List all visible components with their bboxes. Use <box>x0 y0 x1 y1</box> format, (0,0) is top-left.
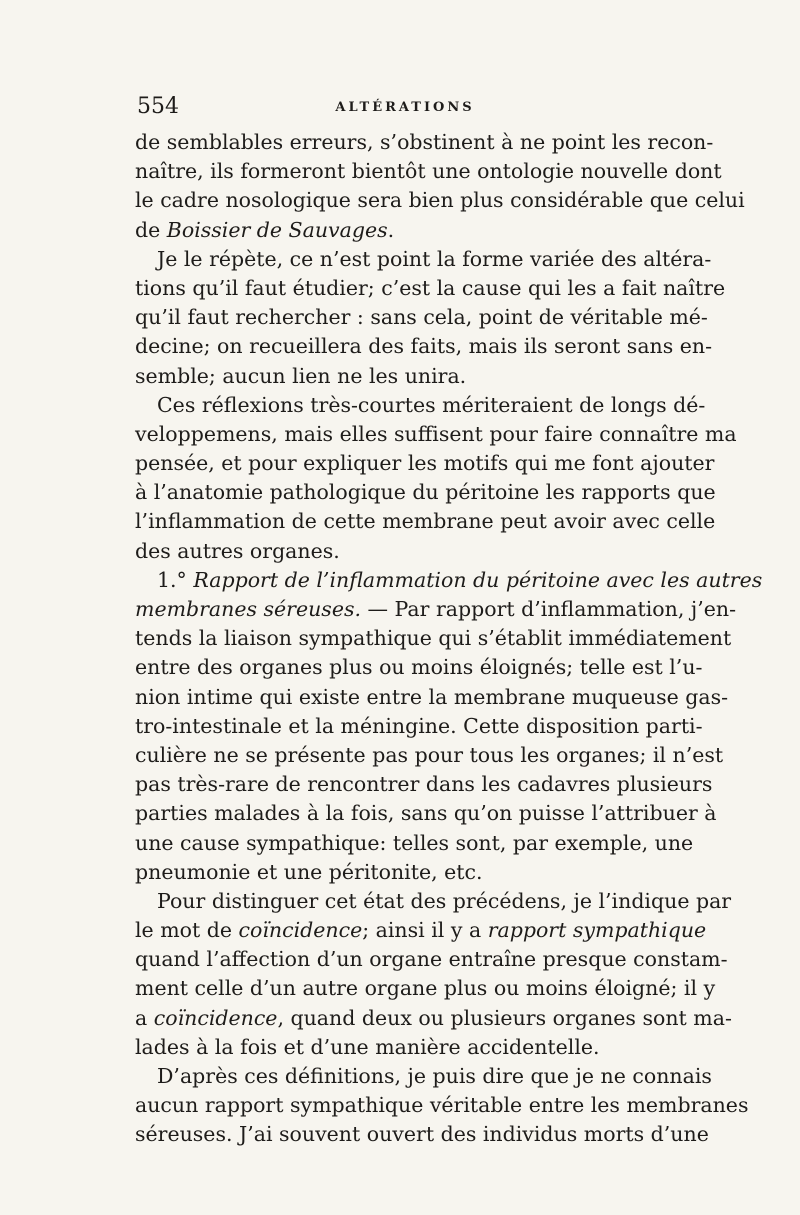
text-line: tions qu’il faut étudier; c’est la cause qui les a fait naître <box>135 275 726 300</box>
text-line: veloppemens, mais elles suffisent pour faire connaître ma <box>135 421 737 446</box>
text-line: Je le répète, ce n’est point la forme variée des altéra- <box>157 246 712 271</box>
text-line: tends la liaison sympathique qui s’établit immédiatement <box>135 626 732 651</box>
text-line: parties malades à la fois, sans qu’on puisse l’attribuer à <box>135 801 717 826</box>
text-line <box>135 216 675 245</box>
text-line: à l’anatomie pathologique du péritoine les rapports que <box>135 480 716 505</box>
text-line: culière ne se présente pas pour tous les organes; il n’est <box>135 742 724 767</box>
text-line: nion intime qui existe entre la membrane muqueuse gas- <box>135 684 729 709</box>
text-line: séreuses. J’ai souvent ouvert des individus morts d’une <box>135 1122 709 1147</box>
text-segment: — Par rapport d’inflammation, j’en- <box>361 597 737 621</box>
text-line: pensée, et pour expliquer les motifs qui me font ajouter <box>135 451 715 476</box>
text-line: aucun rapport sympathique véritable entre les membranes <box>135 1093 749 1118</box>
text-line: le cadre nosologique sera bien plus considérable que celui <box>135 188 745 213</box>
text-segment: de <box>135 217 167 242</box>
section-title: ALTÉRATIONS <box>335 100 475 115</box>
italic-text: coïncidence <box>153 1005 278 1030</box>
running-head <box>135 92 675 128</box>
text-line: de semblables erreurs, s’obstinent à ne point les recon- <box>135 130 714 154</box>
text-line: tro-intestinale et la méningine. Cette disposition parti- <box>135 713 703 738</box>
italic-text: Boissier de Sauvages <box>166 217 388 242</box>
text-line: des autres organes. <box>135 538 340 563</box>
text-line <box>135 595 737 624</box>
text-line: pneumonie et une péritonite, etc. <box>135 859 483 884</box>
italic-text: Rapport de l’inflammation du péritoine avec les autres <box>193 567 763 592</box>
text-line: ment celle d’un autre organe plus ou moins éloigné; il y <box>135 976 716 1001</box>
book-page <box>135 92 763 1150</box>
body-text <box>135 128 763 1150</box>
text-line <box>135 1004 732 1033</box>
italic-text: coïncidence <box>238 918 363 943</box>
text-line: pas très-rare de rencontrer dans les cadavres plusieurs <box>135 772 713 797</box>
text-line: lades à la fois et d’une manière accidentelle. <box>135 1034 600 1059</box>
text-segment: , quand deux ou plusieurs organes sont ma- <box>277 1005 732 1030</box>
text-line: Pour distinguer cet état des précédens, je l’indique par <box>157 888 732 913</box>
text-segment: a <box>135 1005 154 1030</box>
text-line: semble; aucun lien ne les unira. <box>135 363 467 388</box>
text-line: entre des organes plus ou moins éloignés; telle est l’u- <box>135 655 703 680</box>
italic-text: membranes séreuses. <box>135 597 362 621</box>
text-segment: ; ainsi il y a <box>362 918 488 943</box>
text-line: une cause sympathique: telles sont, par exemple, une <box>135 830 694 855</box>
text-line <box>135 566 763 595</box>
text-line: decine; on recueillera des faits, mais ils seront sans en- <box>135 334 713 359</box>
text-line: naître, ils formeront bientôt une ontologie nouvelle dont <box>135 159 722 184</box>
text-segment: . <box>387 217 395 242</box>
text-line: qu’il faut rechercher : sans cela, point de véritable mé- <box>135 305 708 330</box>
text-line: l’inflammation de cette membrane peut avoir avec celle <box>135 509 716 534</box>
text-line: quand l’affection d’un organe entraîne presque constam- <box>135 947 728 972</box>
text-segment: le mot de <box>135 918 239 943</box>
italic-text: rapport sympathique <box>487 918 707 943</box>
page-number: 554 <box>137 94 179 119</box>
text-line: Ces réflexions très-courtes mériteraient de longs dé- <box>157 392 706 417</box>
text-line: D’après ces définitions, je puis dire que je ne connais <box>157 1064 712 1088</box>
text-segment: 1.° <box>157 567 194 592</box>
text-line <box>135 916 707 945</box>
